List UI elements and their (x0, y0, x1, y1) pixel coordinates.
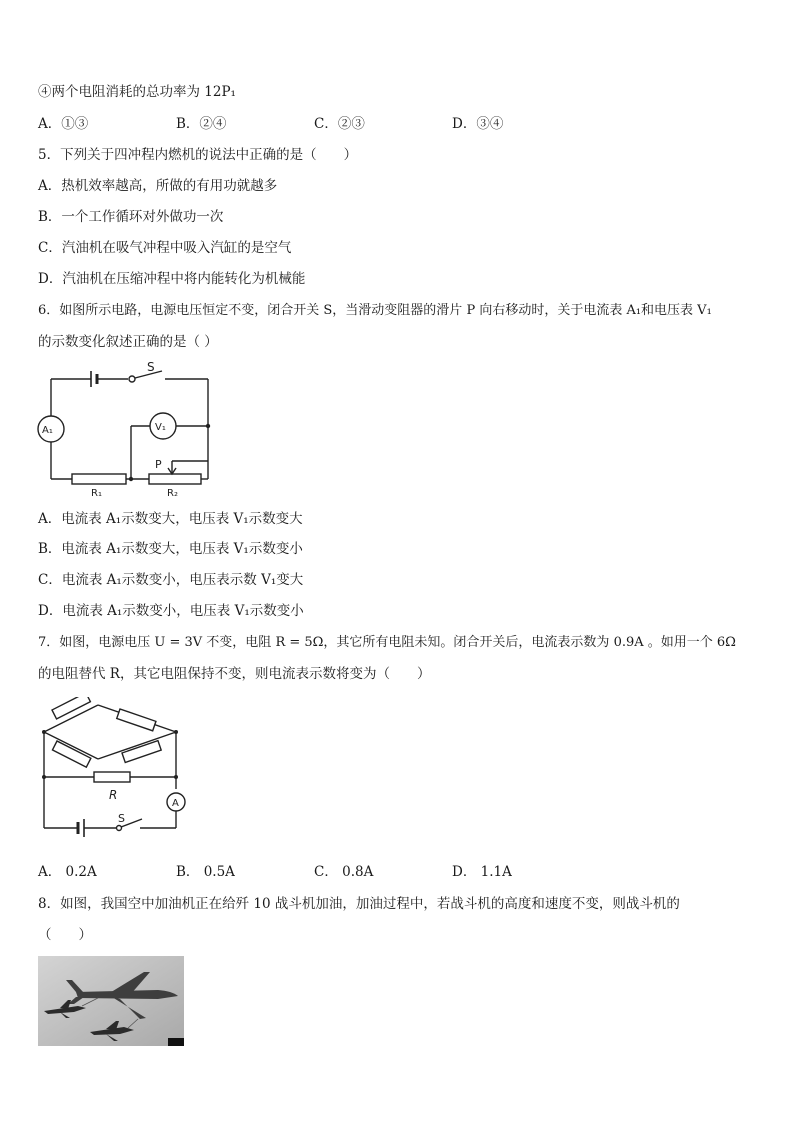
q6-option-b: B．电流表 A₁示数变大，电压表 V₁示数变小 (38, 541, 303, 557)
q8-refueling-photo (38, 956, 184, 1046)
q7-option-a: A． 0.2A (38, 864, 97, 880)
q4-option-d: D．③④ (452, 116, 504, 132)
q6-option-d: D．电流表 A₁示数变小，电压表 V₁示数变小 (38, 603, 304, 619)
q4-option-a: A．①③ (38, 116, 89, 132)
r2-label: R₂ (167, 488, 178, 499)
q5-option-c: C．汽油机在吸气冲程中吸入汽缸的是空气 (38, 240, 292, 256)
q8-paren: （ ） (38, 927, 92, 943)
resistor-r-label: R (109, 788, 118, 802)
q6-circuit-diagram (36, 362, 221, 500)
switch-label: S (147, 362, 155, 374)
q7-stem-line1: 7．如图，电源电压 U = 3V 不变，电阻 R = 5Ω，其它所有电阻未知。闭合开关后，电流表示数为 0.9A 。如用一个 6Ω (38, 635, 736, 650)
q7-option-b: B． 0.5A (176, 864, 235, 880)
slider-label: P (155, 458, 162, 471)
r1-label: R₁ (91, 488, 102, 499)
q5-stem: 5．下列关于四冲程内燃机的说法中正确的是（ ） (38, 147, 358, 163)
q8-stem: 8．如图，我国空中加油机正在给歼 10 战斗机加油，加油过程中，若战斗机的高度和速度不变，则战斗机的 (38, 896, 680, 912)
voltmeter-label: V₁ (155, 422, 166, 433)
q7-stem-line2: 的电阻替代 R，其它电阻保持不变，则电流表示数将变为（ ） (38, 666, 431, 682)
ammeter-label: A₁ (42, 425, 53, 436)
q6-stem-line1: 6．如图所示电路，电源电压恒定不变，闭合开关 S，当滑动变阻器的滑片 P 向右移动时，关于电流表 A₁和电压表 V₁ (38, 303, 712, 318)
q5-option-d: D．汽油机在压缩冲程中将内能转化为机械能 (38, 271, 306, 287)
q7-circuit-diagram (36, 697, 191, 837)
ammeter-a-label: A (172, 798, 179, 809)
q7-option-c: C． 0.8A (314, 864, 374, 880)
q6-option-c: C．电流表 A₁示数变小，电压表示数 V₁变大 (38, 572, 304, 588)
q4-item4: ④两个电阻消耗的总功率为 12P₁ (38, 84, 236, 100)
q6-stem-line2: 的示数变化叙述正确的是（ ） (38, 334, 218, 350)
q6-option-a: A．电流表 A₁示数变大，电压表 V₁示数变大 (38, 511, 303, 527)
q5-option-a: A．热机效率越高，所做的有用功就越多 (38, 178, 278, 194)
switch-s-label: S (118, 812, 125, 825)
q7-option-d: D． 1.1A (452, 864, 512, 880)
q4-option-b: B．②④ (176, 116, 227, 132)
q4-option-c: C．②③ (314, 116, 365, 132)
q5-option-b: B．一个工作循环对外做功一次 (38, 209, 224, 225)
